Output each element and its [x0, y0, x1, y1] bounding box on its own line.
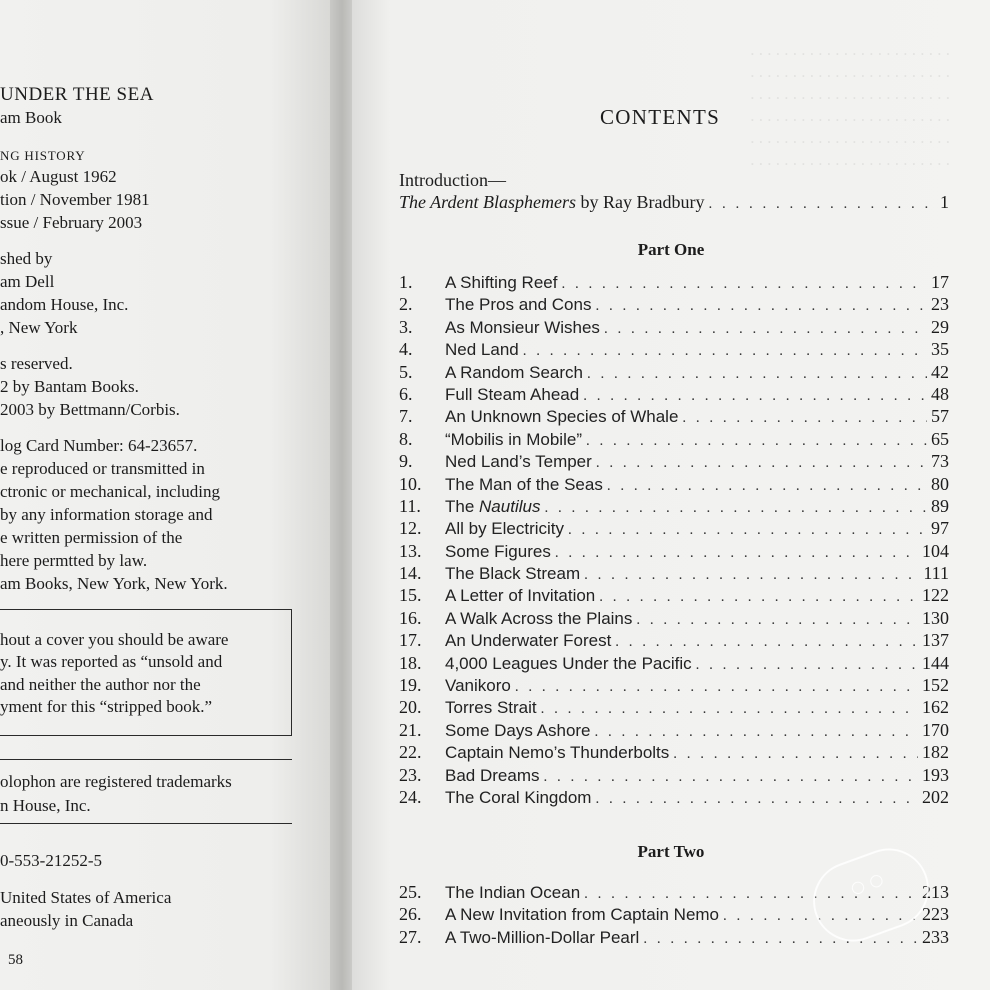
chapter-page-number: 35: [931, 339, 949, 360]
isbn: 0-553-21252-5: [0, 851, 102, 870]
history-line: tion / November 1981: [0, 190, 150, 209]
leader-dots: [541, 701, 918, 718]
legal-line: e written permission of the: [0, 528, 183, 547]
chapter-entry: [399, 787, 949, 809]
chapter-page-number: 152: [922, 675, 949, 696]
leader-dots: [586, 433, 927, 450]
chapter-title: [445, 519, 564, 539]
chapter-entry: [399, 653, 949, 675]
chapter-number: 2.: [399, 294, 413, 315]
chapter-number: 18.: [399, 652, 422, 673]
chapter-number: 6.: [399, 383, 413, 404]
chapter-entry: [399, 339, 949, 361]
chapter-number: 27.: [399, 926, 422, 947]
left-page-copyright: [0, 0, 338, 990]
chapter-page-number: 223: [922, 904, 949, 925]
chapter-title-text: All by Electricity: [445, 519, 565, 539]
chapter-title: [445, 363, 583, 383]
publisher-line: am Dell: [0, 272, 55, 291]
chapter-entry: [399, 451, 949, 473]
chapter-title: [445, 788, 591, 808]
chapter-entry: [399, 742, 949, 764]
chapter-page-number: 122: [922, 585, 949, 606]
chapter-number: 11.: [399, 495, 421, 516]
chapter-title-text: The: [445, 496, 475, 516]
chapter-title-text: An Unknown Species of Whale: [445, 407, 679, 427]
leader-dots: [673, 746, 918, 763]
chapter-page-number: 17: [931, 272, 949, 292]
printing-history-heading: NG HISTORY: [0, 148, 86, 163]
chapter-page-number: 182: [922, 742, 949, 763]
chapter-page-number: 233: [922, 926, 949, 947]
chapter-title-text: Ned Land’s Temper: [445, 452, 592, 472]
part-one-chapter-list: [399, 272, 949, 809]
chapter-entry: [399, 518, 949, 540]
chapter-page-number: 111: [923, 563, 949, 584]
left-subtitle-line: am Book: [0, 108, 62, 127]
chapter-entry: [399, 675, 949, 697]
chapter-number: 16.: [399, 607, 422, 628]
chapter-title: [445, 273, 557, 293]
rights-line: 2 by Bantam Books.: [0, 377, 139, 396]
notice-line: y. It was reported as “unsold and: [0, 652, 223, 671]
leader-dots: [515, 679, 918, 696]
leader-dots: [604, 321, 927, 338]
chapter-title: [445, 721, 591, 741]
divider-rule: [0, 759, 292, 760]
leader-dots: [583, 388, 927, 405]
page-number: 58: [8, 952, 23, 968]
chapter-title-text: The Black Stream: [445, 564, 581, 584]
chapter-number: 14.: [399, 563, 422, 584]
chapter-title-text: Some Figures: [445, 541, 551, 561]
chapter-page-number: 42: [931, 361, 949, 382]
chapter-title-text: Some Days Ashore: [445, 720, 591, 740]
chapter-entry: [399, 563, 949, 585]
chapter-title-text: Captain Nemo’s Thunderbolts: [445, 743, 670, 763]
chapter-number: 26.: [399, 904, 422, 925]
chapter-title: [445, 497, 540, 517]
trademark-line: olophon are registered trademarks: [0, 772, 232, 791]
chapter-title: [445, 564, 580, 584]
leader-dots: [568, 522, 927, 539]
chapter-number: 7.: [399, 406, 413, 427]
chapter-page-number: 193: [922, 764, 949, 785]
chapter-title-text: A Two-Million-Dollar Pearl: [445, 927, 640, 947]
chapter-entry: [399, 697, 949, 719]
leader-dots: [561, 276, 927, 293]
chapter-entry: [399, 272, 949, 294]
history-line: ssue / February 2003: [0, 213, 143, 232]
leader-dots: [708, 196, 936, 213]
chapter-title-text: Torres Strait: [445, 698, 537, 718]
leader-dots: [543, 769, 918, 786]
notice-line: yment for this “stripped book.”: [0, 697, 212, 716]
intro-label: Introduction—: [399, 170, 506, 190]
chapter-title-text: The Man of the Seas: [445, 474, 603, 494]
leader-dots: [636, 612, 918, 629]
chapter-number: 8.: [399, 428, 413, 449]
chapter-title: [445, 676, 511, 696]
chapter-title-text: 4,000 Leagues Under the Pacific: [445, 653, 692, 673]
chapter-page-number: 80: [931, 473, 949, 494]
chapter-title-text: A Random Search: [445, 362, 583, 382]
intro-page: 1: [940, 192, 949, 212]
chapter-number: 5.: [399, 361, 413, 382]
chapter-number: 13.: [399, 540, 422, 561]
chapter-number: 22.: [399, 742, 422, 763]
chapter-title-text: A Shifting Reef: [445, 273, 558, 292]
chapter-title: [445, 766, 539, 786]
chapter-page-number: 89: [931, 495, 949, 516]
rights-line: s reserved.: [0, 354, 73, 373]
legal-line: ctronic or mechanical, including: [0, 482, 220, 501]
chapter-entry: [399, 429, 949, 451]
left-title-line: UNDER THE SEA: [0, 84, 154, 105]
chapter-title: [445, 883, 580, 903]
leader-dots: [595, 791, 918, 808]
chapter-title-text: The Indian Ocean: [445, 883, 581, 902]
chapter-number: 4.: [399, 339, 413, 360]
printed-in-line: United States of America: [0, 888, 172, 907]
chapter-number: 12.: [399, 518, 422, 539]
chapter-page-number: 73: [931, 451, 949, 472]
chapter-title: [445, 609, 632, 629]
chapter-page-number: 130: [922, 607, 949, 628]
trademark-line: n House, Inc.: [0, 796, 91, 815]
intro-entry: [399, 192, 949, 213]
legal-line: am Books, New York, New York.: [0, 574, 228, 593]
leader-dots: [607, 478, 927, 495]
chapter-number: 21.: [399, 719, 422, 740]
chapter-entry: [399, 630, 949, 652]
leader-dots: [584, 567, 919, 584]
chapter-title: [445, 586, 595, 606]
chapter-title: [445, 295, 591, 315]
chapter-title: [445, 340, 519, 360]
chapter-entry: [399, 720, 949, 742]
chapter-title-text: A New Invitation from Captain Nemo: [445, 905, 720, 925]
chapter-page-number: 48: [931, 383, 949, 404]
chapter-entry: [399, 294, 949, 316]
chapter-number: 20.: [399, 697, 422, 718]
notice-line: and neither the author nor the: [0, 675, 201, 694]
leader-dots: [544, 500, 927, 517]
intro-title: The Ardent Blasphemers: [399, 192, 576, 212]
leader-dots: [599, 589, 918, 606]
leader-dots: [555, 545, 918, 562]
chapter-title-text: As Monsieur Wishes: [445, 317, 600, 337]
watermark-stamp-mark: ○ ○: [847, 868, 886, 898]
chapter-title: [445, 905, 719, 925]
chapter-entry: [399, 608, 949, 630]
publisher-line: andom House, Inc.: [0, 295, 129, 314]
chapter-title-text: A Walk Across the Plains: [445, 608, 633, 628]
chapter-title-italic: Nautilus: [479, 496, 541, 516]
chapter-page-number: 170: [922, 719, 949, 740]
chapter-number: 19.: [399, 675, 422, 696]
leader-dots: [595, 724, 918, 741]
chapter-title: [445, 475, 603, 495]
notice-line: hout a cover you should be aware: [0, 630, 229, 649]
leader-dots: [682, 410, 927, 427]
chapter-page-number: 57: [931, 406, 949, 427]
rights-line: 2003 by Bettmann/Corbis.: [0, 400, 180, 419]
part-one-heading: Part One: [637, 240, 705, 259]
chapter-page-number: 97: [931, 518, 949, 539]
chapter-entry: [399, 541, 949, 563]
history-line: ok / August 1962: [0, 167, 117, 186]
chapter-page-number: 202: [922, 786, 949, 807]
catalog-line: log Card Number: 64-23657.: [0, 436, 198, 455]
legal-line: e reproduced or transmitted in: [0, 459, 205, 478]
chapter-title: [445, 407, 678, 427]
chapter-page-number: 23: [931, 294, 949, 315]
chapter-title: [445, 698, 537, 718]
chapter-number: 23.: [399, 764, 422, 785]
chapter-title-text: A Letter of Invitation: [445, 586, 596, 606]
chapter-title-text: Full Steam Ahead: [445, 384, 580, 404]
intro-author: by Ray Bradbury: [580, 192, 705, 212]
publisher-line: , New York: [0, 318, 78, 337]
show-through-texture: . . . . . . . . . . . . . . . . . . . . . . . . . . . . . . . . . . . . . . . . . . . . . . . . . . . . . . . . . . . . . . . . . . . . . . . . . . . . . . . . . . . . . . . . . . . . . . . . . . . . . . . . . . . . . . . . . . . . . . . . . . . . . . . . . . . . . . . . . . . . . . . .: [750, 40, 950, 169]
chapter-title: [445, 318, 600, 338]
chapter-page-number: 162: [922, 697, 949, 718]
chapter-title-text: “Mobilis in Mobile”: [445, 429, 582, 449]
chapter-entry: [399, 362, 949, 384]
leader-dots: [596, 455, 927, 472]
chapter-number: 24.: [399, 786, 422, 807]
chapter-title-text: Bad Dreams: [445, 765, 540, 785]
chapter-number: 17.: [399, 630, 422, 651]
chapter-title: [445, 385, 579, 405]
chapter-entry: [399, 384, 949, 406]
chapter-number: 10.: [399, 473, 422, 494]
chapter-number: 15.: [399, 585, 422, 606]
chapter-title: [445, 743, 669, 763]
chapter-page-number: 29: [931, 316, 949, 337]
chapter-number: 25.: [399, 882, 422, 902]
divider-rule: [0, 823, 292, 824]
chapter-title-text: Vanikoro: [445, 676, 511, 696]
chapter-page-number: 213: [922, 882, 949, 902]
leader-dots: [595, 298, 927, 315]
chapter-title: [445, 452, 592, 472]
right-page-contents: [352, 0, 990, 990]
legal-line: by any information storage and: [0, 505, 213, 524]
chapter-entry: [399, 496, 949, 518]
chapter-number: 1.: [399, 272, 413, 292]
chapter-number: 9.: [399, 451, 413, 472]
chapter-number: 3.: [399, 316, 413, 337]
chapter-entry: [399, 317, 949, 339]
chapter-title: [445, 631, 611, 651]
leader-dots: [615, 634, 918, 651]
chapter-title-text: The Coral Kingdom: [445, 787, 592, 807]
chapter-page-number: 65: [931, 428, 949, 449]
chapter-page-number: 104: [922, 540, 949, 561]
printed-in-line: aneously in Canada: [0, 911, 134, 930]
contents-title: CONTENTS: [600, 105, 721, 129]
chapter-title: [445, 430, 582, 450]
chapter-title-text: Ned Land: [445, 340, 519, 360]
chapter-entry: [399, 406, 949, 428]
part-two-heading: Part Two: [637, 842, 705, 861]
chapter-title: [445, 654, 692, 674]
legal-line: here permtted by law.: [0, 551, 148, 570]
chapter-entry: [399, 765, 949, 787]
publisher-line: shed by: [0, 249, 53, 268]
chapter-title: [445, 542, 551, 562]
chapter-title-text: The Pros and Cons: [445, 295, 592, 315]
chapter-title: [445, 928, 639, 948]
chapter-entry: [399, 585, 949, 607]
leader-dots: [587, 366, 927, 383]
chapter-page-number: 144: [922, 652, 949, 673]
chapter-title-text: An Underwater Forest: [445, 631, 612, 651]
chapter-entry: [399, 474, 949, 496]
chapter-page-number: 137: [922, 630, 949, 651]
leader-dots: [696, 657, 918, 674]
leader-dots: [523, 343, 927, 360]
